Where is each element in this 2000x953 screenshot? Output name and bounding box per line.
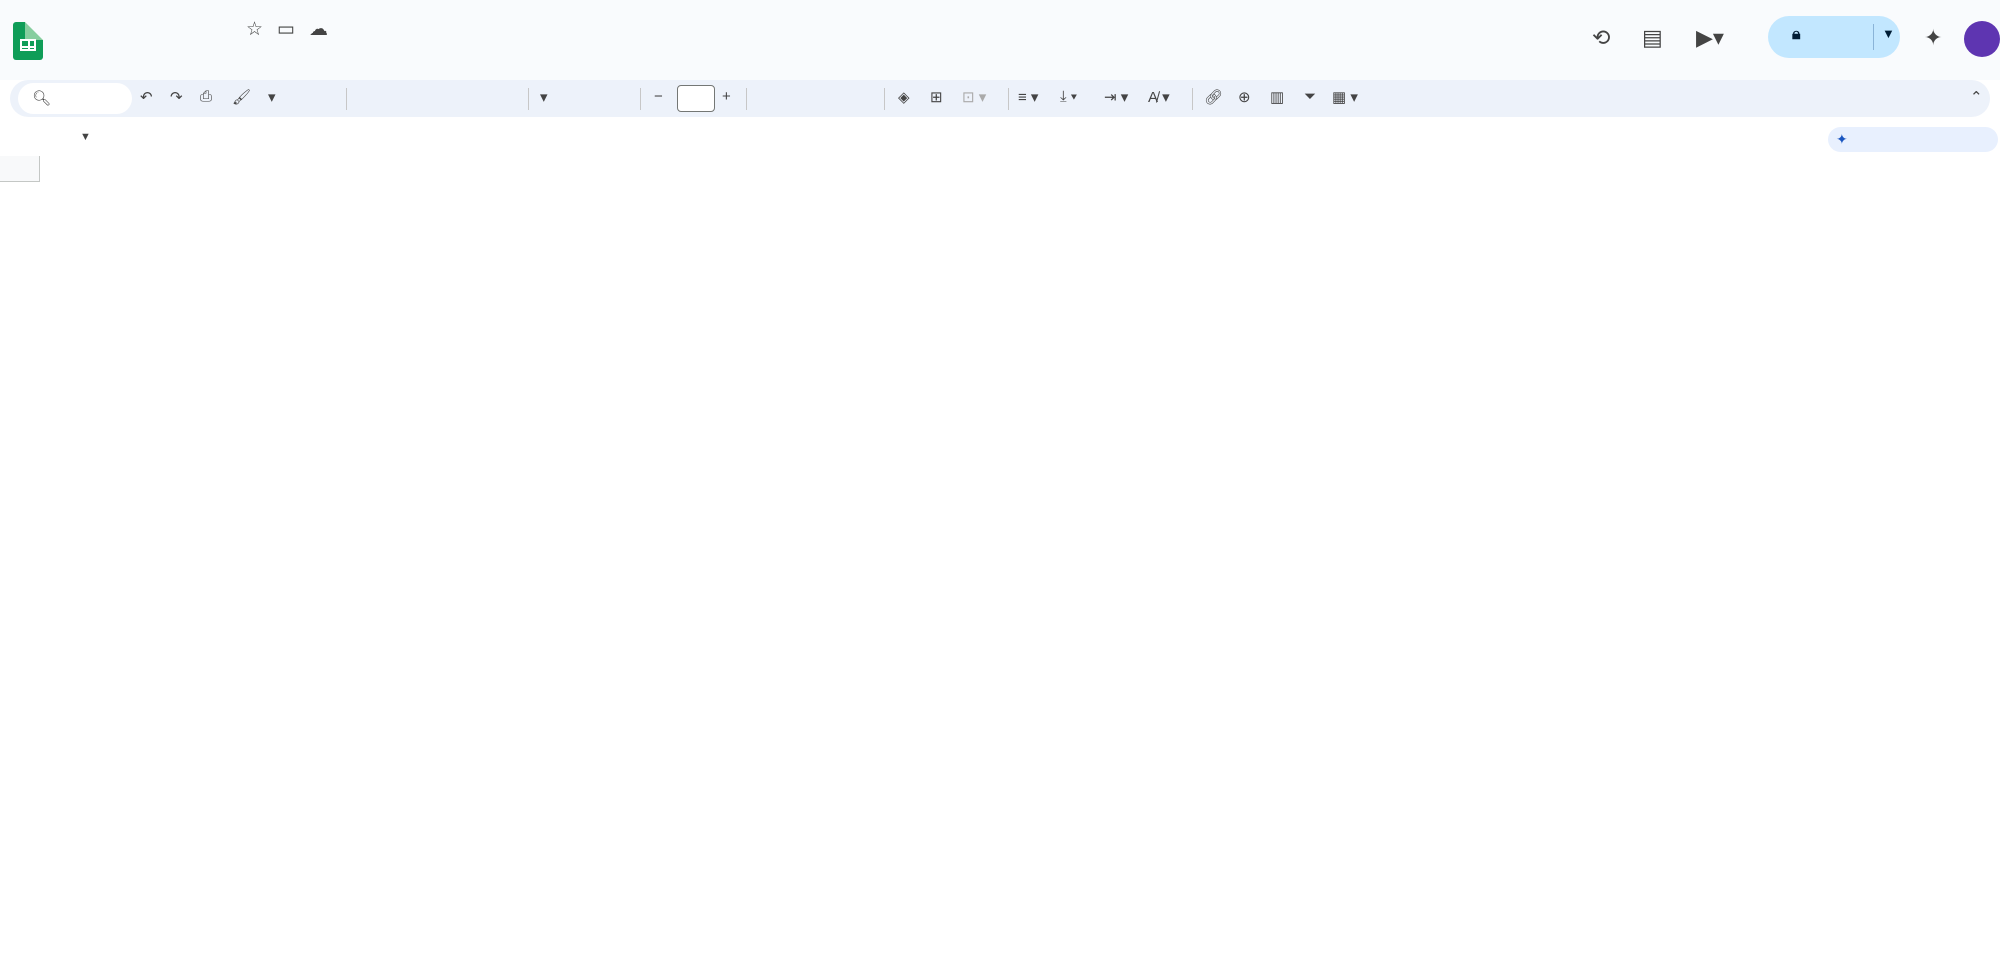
text-wrapping-icon[interactable]: ⇥ ▾ bbox=[1104, 89, 1129, 106]
divider bbox=[1008, 88, 1009, 110]
share-divider bbox=[1873, 24, 1874, 50]
redo-icon[interactable]: ↷ bbox=[170, 89, 183, 106]
filter-icon[interactable]: ⏷ bbox=[1304, 88, 1317, 105]
borders-icon[interactable]: ⊞ bbox=[930, 89, 943, 106]
decrease-font-size-button[interactable]: − bbox=[654, 88, 663, 105]
divider bbox=[640, 88, 641, 110]
fill-color-icon[interactable]: ◈ bbox=[898, 89, 910, 106]
increase-font-size-button[interactable]: + bbox=[722, 88, 731, 105]
search-menus-button[interactable] bbox=[18, 83, 132, 114]
insert-comment-icon[interactable]: ⊕ bbox=[1238, 89, 1251, 106]
comments-icon[interactable]: ▤ bbox=[1642, 25, 1663, 50]
print-icon[interactable]: ⎙ bbox=[200, 88, 213, 105]
cloud-status-icon[interactable]: ☁ bbox=[309, 19, 328, 40]
star-icon[interactable]: ☆ bbox=[246, 19, 264, 40]
filter-views-icon[interactable]: ▦ ▾ bbox=[1332, 89, 1358, 106]
divider bbox=[746, 88, 747, 110]
divider bbox=[1192, 88, 1193, 110]
meet-icon[interactable]: ▶▾ bbox=[1696, 25, 1724, 50]
merge-cells-icon[interactable]: ⊡ ▾ bbox=[962, 89, 987, 106]
search-icon: 🔍︎ bbox=[32, 90, 52, 107]
divider bbox=[884, 88, 885, 110]
share-dropdown-icon[interactable]: ▼ bbox=[1882, 26, 1895, 41]
paint-format-icon[interactable]: 🖌︎ bbox=[232, 89, 252, 106]
title-bar bbox=[0, 0, 2000, 80]
sparkle-icon: ✦ bbox=[1836, 131, 1848, 147]
divider bbox=[346, 88, 347, 110]
vertical-align-icon[interactable]: ⤓ ▾ bbox=[1060, 88, 1078, 105]
undo-icon[interactable]: ↶ bbox=[140, 89, 153, 106]
select-all-corner[interactable] bbox=[0, 156, 40, 182]
formula-bar bbox=[0, 123, 2000, 155]
avatar[interactable] bbox=[1964, 21, 2000, 57]
version-history-icon[interactable]: ⟲ bbox=[1592, 25, 1611, 50]
share-button[interactable] bbox=[1768, 16, 1900, 58]
font-select[interactable]: ▾ bbox=[540, 89, 548, 106]
name-box-dropdown-icon[interactable]: ▼ bbox=[80, 131, 91, 143]
toolbar bbox=[10, 80, 1990, 117]
title-icons bbox=[246, 18, 328, 41]
zoom-select[interactable]: ▾ bbox=[268, 89, 276, 106]
collapse-toolbar-icon[interactable]: ⌃ bbox=[1970, 89, 1983, 106]
spreadsheet-grid[interactable] bbox=[0, 156, 2000, 953]
summarize-table-button[interactable] bbox=[1828, 127, 1998, 152]
header-actions bbox=[1560, 15, 2000, 61]
font-size-input[interactable] bbox=[677, 85, 715, 112]
insert-chart-icon[interactable]: ▥ bbox=[1270, 89, 1285, 106]
sheets-logo-icon[interactable] bbox=[13, 22, 43, 60]
insert-link-icon[interactable]: 🔗︎ bbox=[1204, 89, 1224, 106]
gemini-icon[interactable]: ✦ bbox=[1924, 25, 1943, 50]
text-rotation-icon[interactable]: A̸ ▾ bbox=[1148, 89, 1170, 106]
lock-icon: 🔒︎ bbox=[1792, 26, 1801, 43]
move-folder-icon[interactable]: ▭ bbox=[277, 19, 295, 40]
horizontal-align-icon[interactable]: ≡ ▾ bbox=[1018, 89, 1039, 106]
divider bbox=[528, 88, 529, 110]
